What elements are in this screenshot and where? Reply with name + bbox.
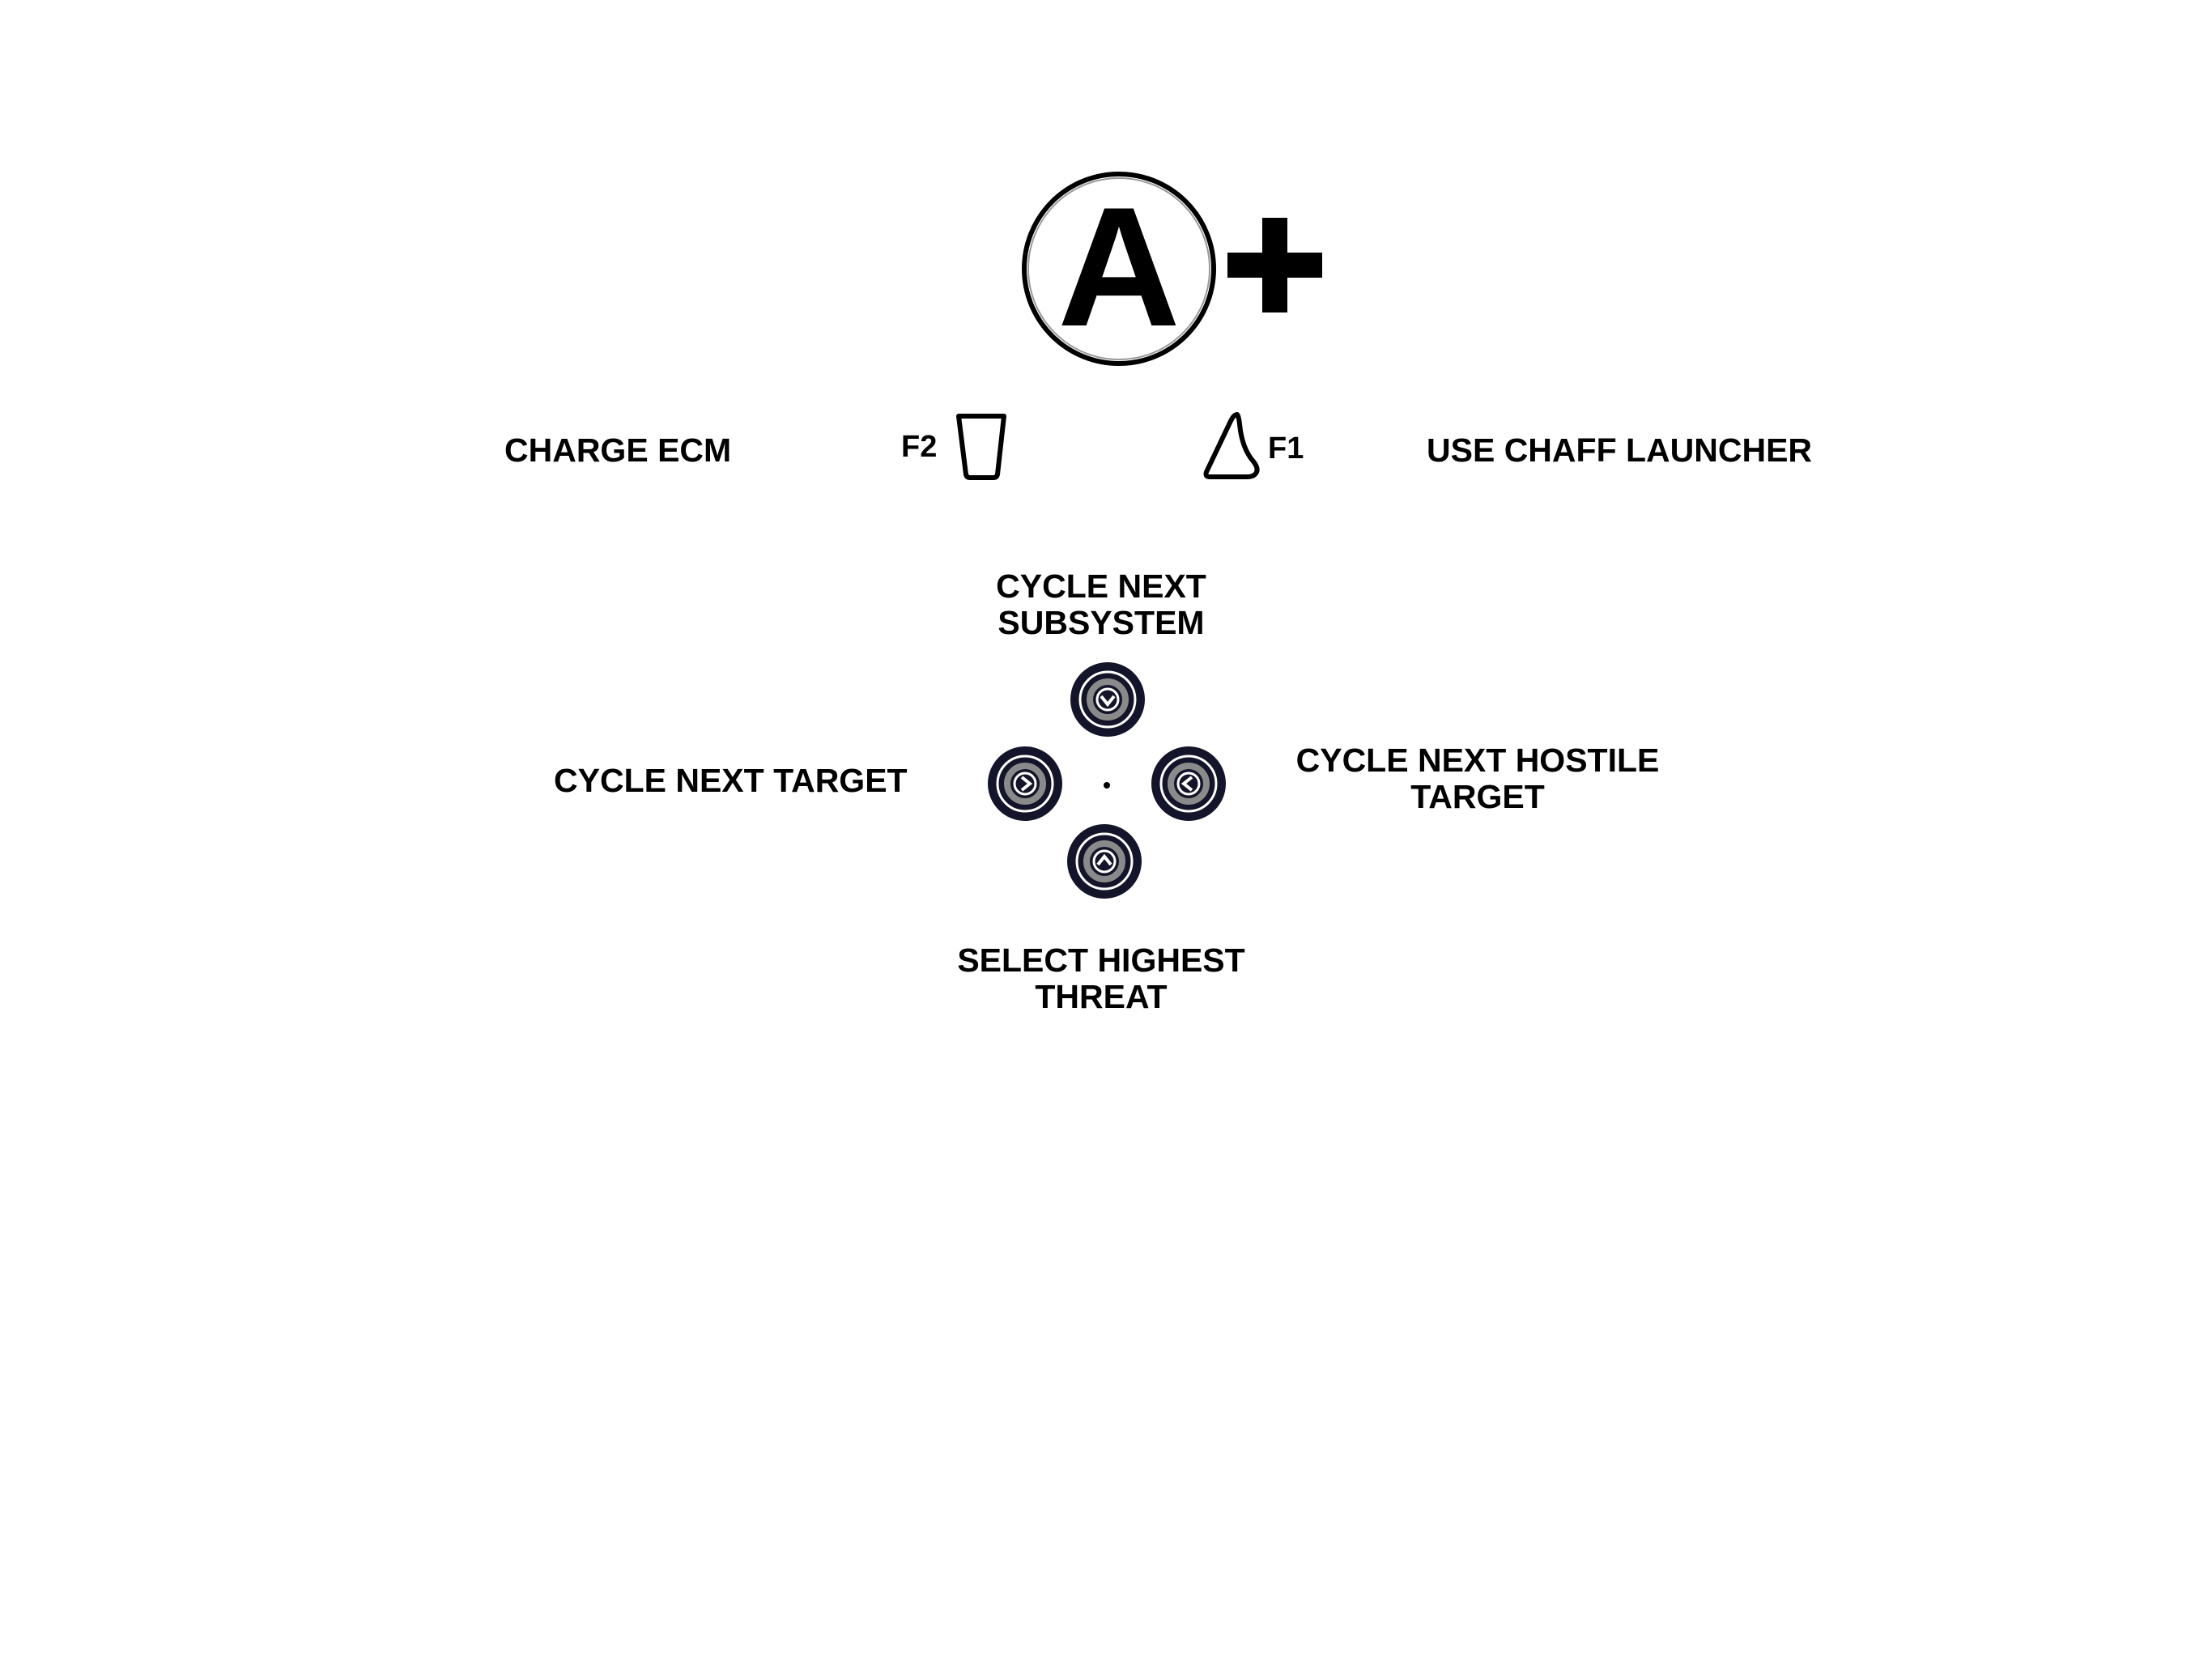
a-button-icon bbox=[1020, 170, 1218, 368]
dpad-down-icon bbox=[1066, 823, 1143, 900]
dpad-right-icon bbox=[1150, 745, 1227, 823]
dpad-down-label-line1: SELECT HIGHEST bbox=[957, 942, 1245, 979]
dpad-center-dot bbox=[1104, 778, 1110, 784]
dpad-left-icon bbox=[986, 745, 1064, 823]
dpad-right-label-line2: TARGET bbox=[1410, 778, 1545, 815]
f1-key-label: F1 bbox=[1268, 432, 1304, 466]
a-button-letter: A bbox=[1057, 172, 1180, 362]
dpad-down-label bbox=[923, 942, 1279, 1015]
right-trigger-icon bbox=[1202, 410, 1263, 483]
dpad-right-label bbox=[1263, 742, 1692, 815]
left-trigger-icon bbox=[954, 411, 1010, 481]
use-chaff-launcher-label: USE CHAFF LAUNCHER bbox=[1427, 432, 1813, 469]
dpad-down-label-line2: THREAT bbox=[1035, 978, 1168, 1015]
dpad-right-label-line1: CYCLE NEXT HOSTILE bbox=[1295, 742, 1660, 779]
f2-key-label: F2 bbox=[901, 430, 938, 464]
dpad-up-label-line1: CYCLE NEXT bbox=[996, 568, 1206, 605]
dpad-up-icon bbox=[1069, 661, 1146, 738]
plus-icon bbox=[1224, 215, 1325, 316]
dpad-left-label: CYCLE NEXT TARGET bbox=[554, 762, 908, 799]
dpad-up-label-line2: SUBSYSTEM bbox=[998, 604, 1205, 641]
charge-ecm-label: CHARGE ECM bbox=[504, 432, 732, 469]
dpad-up-label bbox=[939, 568, 1263, 641]
